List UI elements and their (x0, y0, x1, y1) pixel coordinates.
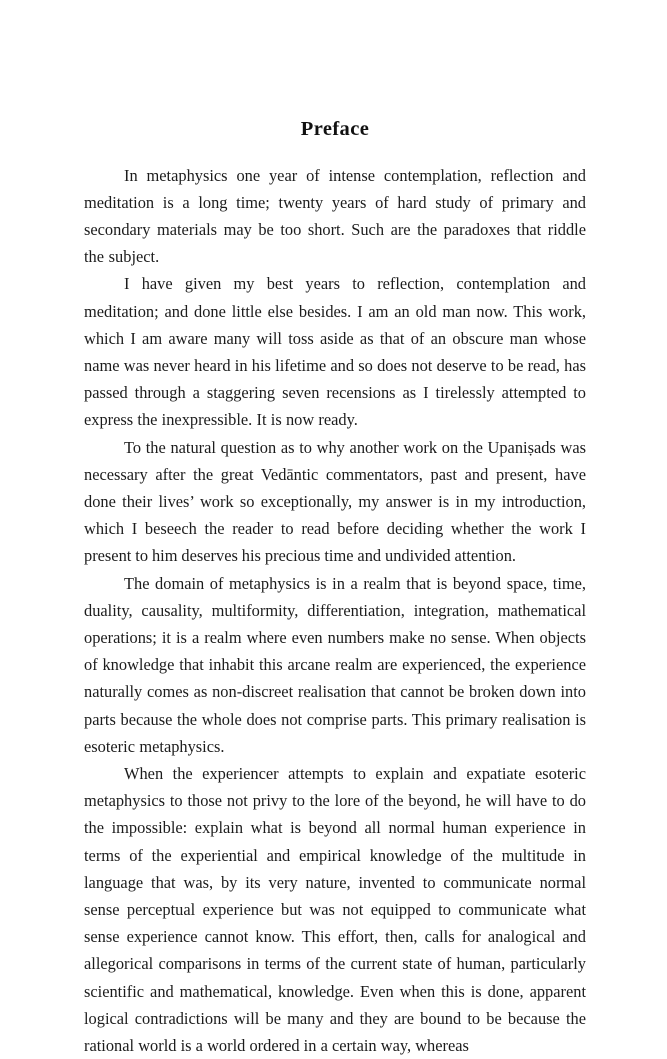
paragraph: To the natural question as to why another work on the Upaniṣads was necessary after the great Vedāntic commentators, past and present, have done their lives’ work so exceptionally, my answer is in my introduction, which I beseech the reader to read before deciding whether the work I present to him deserves his precious time and undivided attention. (84, 437, 586, 566)
paragraph: In metaphysics one year of intense contemplation, reflection and meditation is a long time; twenty years of hard study of primary and secondary materials may be too short. Such are the paradoxes that riddle the subject. (84, 165, 586, 267)
page-content (84, 0, 586, 1059)
paragraph: I have given my best years to reflection, contemplation and meditation; and done little else besides. I am an old man now. This work, which I am aware many will toss aside as that of an obscure man whose name was never heard in his lifetime and so does not deserve to be read, has passed through a staggering seven recensions as I tirelessly attempted to express the inexpressible. It is now ready. (84, 274, 586, 430)
paragraph: The domain of metaphysics is in a realm that is beyond space, time, duality, causality, multiformity, differentiation, integration, mathematical operations; it is a realm where even numbers make no sense. When objects of knowledge that inhabit this arcane realm are experienced, the experience naturally comes as non-discreet realisation that cannot be broken down into parts because the whole does not comprise parts. This primary realisation is esoteric metaphysics. (84, 573, 586, 756)
paragraph: When the experiencer attempts to explain and expatiate esoteric metaphysics to those not privy to the lore of the beyond, he will have to do the impossible: explain what is beyond all normal human experience in terms of the experiential and empirical knowledge of the multitude in language that was, by its very nature, invented to communicate normal sense perceptual experience but was not equipped to communicate what sense experience cannot know. This effort, then, calls for analogical and allegorical comparisons in terms of the current state of human, particularly scientific and mathematical, knowledge. Even when this is done, apparent logical contradictions will be many and they are bound to be because the rational world is a world ordered in a certain way, whereas (84, 764, 586, 1056)
page-title: Preface (300, 118, 370, 140)
